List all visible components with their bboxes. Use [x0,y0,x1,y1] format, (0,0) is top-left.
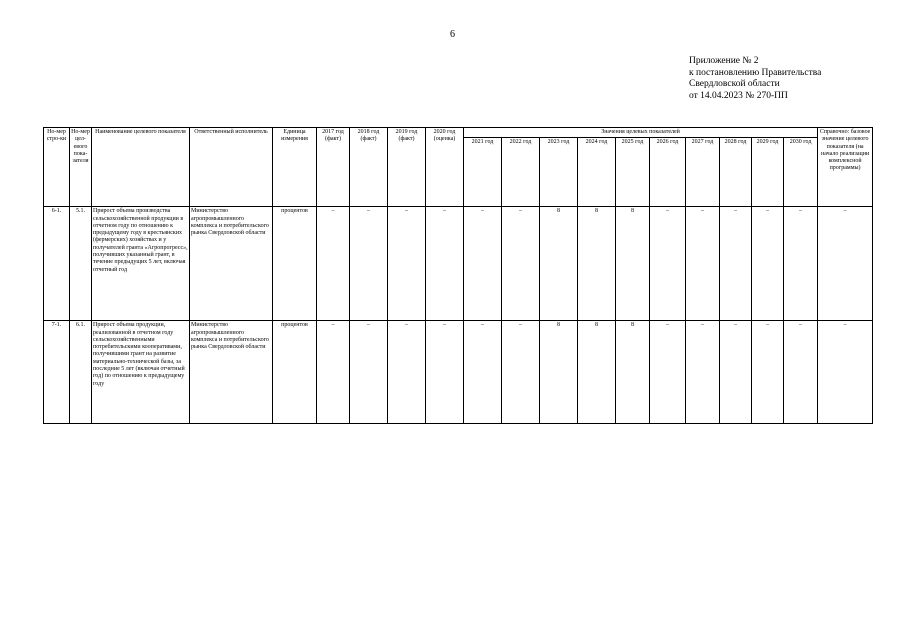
reference-value: – [818,321,873,424]
indicator-number: 5.1. [70,207,92,321]
header-values-group: Значения целевых показателей [464,128,818,138]
reference-value: – [818,207,873,321]
value-2017: – [317,207,350,321]
target-value: 8 [540,207,578,321]
header-indicator-no: Но-мер цел-евого пока-зателя [70,128,92,207]
indicator-name: Прирост объема производства сельскохозяйственной продукции в отчетном году по отношению к предыдущему году в крестьянских (фермерских) хозяйствах и у получателей гранта «Агропрогресс», получивших указанный грант, в течение предыдущих 5 лет, включая отчетный год [92,207,190,321]
value-2018: – [350,207,388,321]
target-value: – [464,321,502,424]
target-value: – [784,207,818,321]
header-year-column: 2023 год [540,138,578,207]
row-number: 6-1. [44,207,70,321]
header-year-column: 2029 год [752,138,784,207]
table-row [44,321,873,424]
header-year-column: 2030 год [784,138,818,207]
target-value: 8 [616,321,650,424]
header-row-1 [44,128,873,138]
target-value: 8 [578,321,616,424]
header-year-2017: 2017 год (факт) [317,128,350,207]
indicator-name: Прирост объема продукции, реализованной в отчетном году сельскохозяйственными потребительскими кооперативами, получившими грант на развитие материально-технической базы, за последние 5 лет (включая отчетный год) по отношению к предыдущему году [92,321,190,424]
target-value: – [752,321,784,424]
appendix-line: к постановлению Правительства [689,67,822,78]
target-value: – [650,321,686,424]
target-value: 8 [578,207,616,321]
target-value: – [502,321,540,424]
value-2019: – [388,207,426,321]
value-2019: – [388,321,426,424]
indicators-table [43,127,873,424]
header-year-column: 2022 год [502,138,540,207]
header-row-no: Но-мер стро-ки [44,128,70,207]
header-executor: Ответственный исполнитель [190,128,273,207]
header-year-column: 2026 год [650,138,686,207]
header-year-2018: 2018 год (факт) [350,128,388,207]
target-value: 8 [540,321,578,424]
target-value: – [720,321,752,424]
appendix-line: от 14.04.2023 № 270-ПП [689,90,788,101]
value-2017: – [317,321,350,424]
header-year-column: 2024 год [578,138,616,207]
row-number: 7-1. [44,321,70,424]
target-value: – [784,321,818,424]
value-2020: – [426,207,464,321]
page-number: 6 [450,29,455,40]
target-value: – [686,321,720,424]
responsible-executor: Министерство агропромышленного комплекса и потребительского рынка Свердловской области [190,321,273,424]
header-indicator-name: Наименование целевого показателя [92,128,190,207]
header-year-column: 2025 год [616,138,650,207]
header-year-column: 2021 год [464,138,502,207]
value-2018: – [350,321,388,424]
target-value: – [650,207,686,321]
header-year-column: 2027 год [686,138,720,207]
header-unit: Единица измерения [273,128,317,207]
unit-of-measure: процентов [273,321,317,424]
header-year-2019: 2019 год (факт) [388,128,426,207]
target-value: – [752,207,784,321]
table-row [44,207,873,321]
unit-of-measure: процентов [273,207,317,321]
value-2020: – [426,321,464,424]
appendix-block [689,56,889,102]
target-value: – [686,207,720,321]
target-value: – [502,207,540,321]
target-value: – [720,207,752,321]
header-year-column: 2028 год [720,138,752,207]
indicator-number: 6.1. [70,321,92,424]
appendix-line: Свердловской области [689,79,780,89]
header-reference: Справочно: базовое значение целевого показателя (на начало реализации комплексной программы) [818,128,873,207]
responsible-executor: Министерство агропромышленного комплекса и потребительского рынка Свердловской области [190,207,273,321]
appendix-line: Приложение № 2 [689,56,759,66]
target-value: – [464,207,502,321]
header-year-2020: 2020 год (оценка) [426,128,464,207]
target-value: 8 [616,207,650,321]
